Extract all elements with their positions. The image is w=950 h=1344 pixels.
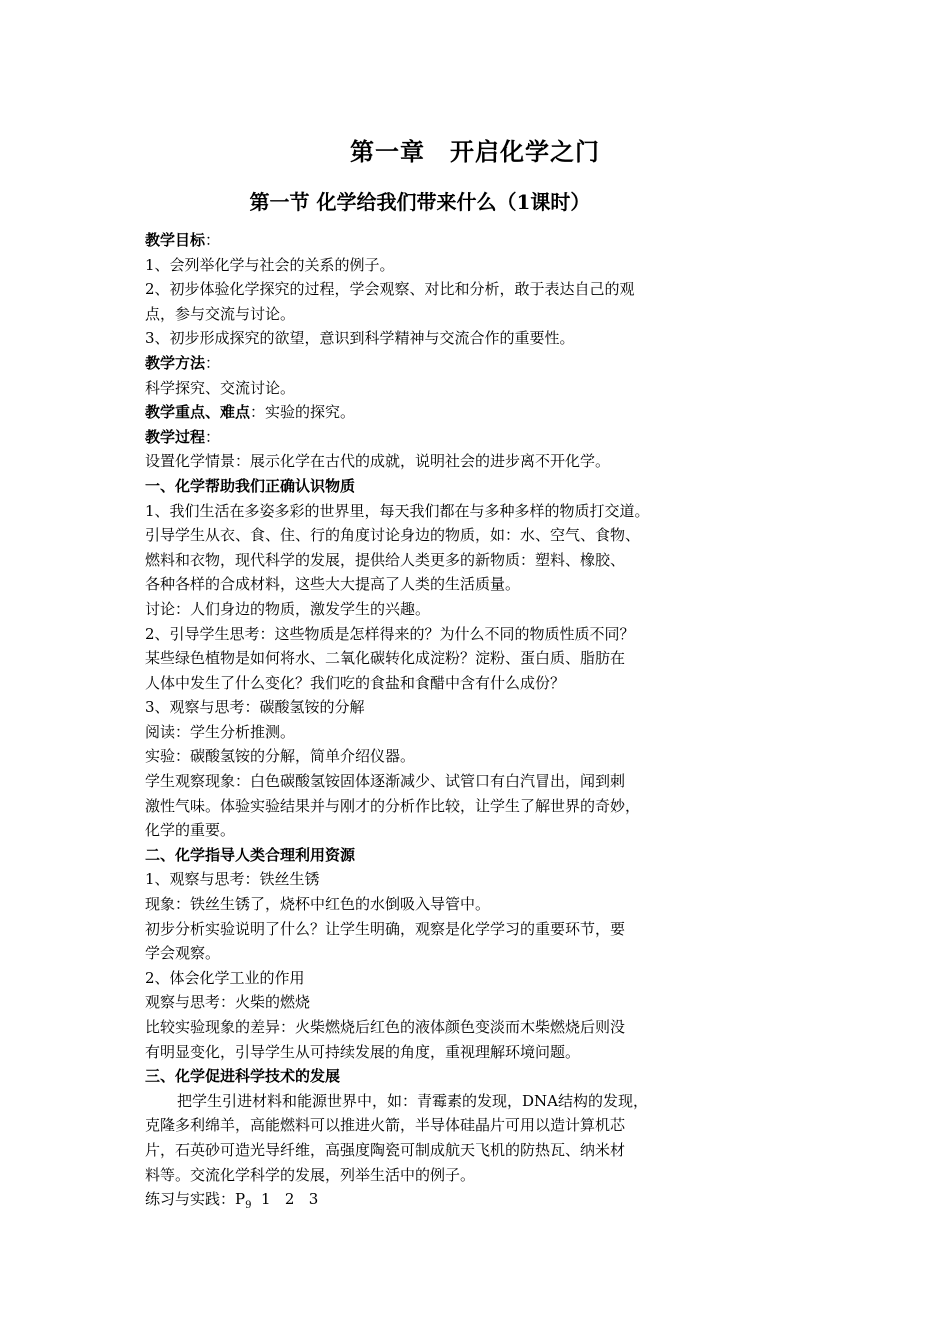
goal-line: 1、会列举化学与社会的关系的例子。 [145, 255, 395, 274]
part3-line: 料等。交流化学科学的发展，列举生活中的例子。 [145, 1165, 476, 1184]
part1-line: 引导学生从衣、食、住、行的角度讨论身边的物质，如：水、空气、食物、 [145, 526, 641, 545]
part2-line: 现象：铁丝生锈了，烧杯中红色的水倒吸入导管中。 [145, 895, 491, 914]
part1-line: 各种各样的合成材料，这些大大提高了人类的生活质量。 [145, 575, 521, 594]
part1-line: 2、引导学生思考：这些物质是怎样得来的？为什么不同的物质性质不同？ [145, 624, 635, 643]
part1-heading: 一、化学帮助我们正确认识物质 [145, 476, 356, 495]
key-points-line [145, 400, 715, 425]
part1-line: 3、观察与思考：碳酸氢铵的分解 [145, 698, 365, 717]
part3-line: 克隆多利绵羊，高能燃料可以推进火箭，半导体硅晶片可用以造计算机芯 [145, 1116, 626, 1135]
part1-line: 化学的重要。 [145, 821, 236, 840]
part2-line: 初步分析实验说明了什么？让学生明确，观察是化学学习的重要环节，要 [145, 919, 626, 938]
goals-heading-line [145, 228, 715, 253]
process-heading: 教学过程 [145, 427, 206, 446]
practice-line [145, 1187, 715, 1212]
practice-page-subscript: 9 [245, 1200, 252, 1212]
section-title: 第一节 化学给我们带来什么（1课时） [249, 190, 591, 214]
part1-line: 1、我们生活在多姿多彩的世界里，每天我们都在与多种多样的物质打交道。 [145, 501, 650, 520]
part1-line: 阅读：学生分析推测。 [145, 722, 296, 741]
chapter-title: 第一章 开启化学之门 [350, 137, 600, 166]
practice-label: 练习与实践：P [145, 1190, 246, 1209]
part1-line: 学生观察现象：白色碳酸氢铵固体逐渐减少、试管口有白汽冒出，闻到刺 [145, 772, 626, 791]
part2-line: 比较实验现象的差异：火柴燃烧后红色的液体颜色变淡而木柴燃烧后则没 [145, 1018, 626, 1036]
part2-line: 1、观察与思考：铁丝生锈 [145, 870, 320, 889]
part2-heading: 二、化学指导人类合理利用资源 [145, 845, 356, 864]
methods-colon: ： [205, 353, 221, 372]
part2-line: 学会观察。 [145, 944, 221, 963]
methods-text: 科学探究、交流讨论。 [145, 378, 296, 397]
methods-heading-line [145, 351, 715, 376]
methods-heading: 教学方法 [145, 353, 206, 372]
part1-line: 讨论：人们身边的物质，激发学生的兴趣。 [145, 599, 431, 618]
process-colon: ： [205, 427, 221, 446]
part2-line: 2、体会化学工业的作用 [145, 968, 305, 987]
part2-line: 有明显变化，引导学生从可持续发展的角度，重视理解环境问题。 [145, 1042, 581, 1061]
goals-heading: 教学目标 [145, 231, 206, 249]
goal-line: 点，参与交流与讨论。 [145, 304, 296, 323]
part2-line: 观察与思考：火柴的燃烧 [145, 993, 311, 1012]
key-points-heading: 教学重点、难点 [145, 403, 251, 422]
lesson-body [145, 228, 715, 1212]
process-heading-line [145, 425, 715, 450]
part1-line: 某些绿色植物是如何将水、二氧化碳转化成淀粉？淀粉、蛋白质、脂肪在 [145, 649, 626, 668]
process-intro: 设置化学情景：展示化学在古代的成就，说明社会的进步离不开化学。 [145, 452, 611, 471]
key-points-colon: ： [250, 403, 266, 422]
part3-heading: 三、化学促进科学技术的发展 [145, 1067, 341, 1086]
practice-items: 1 2 3 [251, 1190, 319, 1209]
key-points-text: 实验的探究。 [265, 403, 356, 422]
goal-line: 3、初步形成探究的欲望，意识到科学精神与交流合作的重要性。 [145, 329, 575, 348]
goal-line: 2、初步体验化学探究的过程，学会观察、对比和分析，敢于表达自己的观 [145, 280, 635, 299]
part3-line: 片，石英砂可造光导纤维，高强度陶瓷可制成航天飞机的防热瓦、纳米材 [145, 1140, 626, 1159]
part3-indented-line: 把学生引进材料和能源世界中，如：青霉素的发现，DNA结构的发现， [177, 1091, 648, 1110]
goals-colon: ： [205, 231, 221, 249]
part1-line: 燃料和衣物，现代科学的发展，提供给人类更多的新物质：塑料、橡胶、 [145, 550, 626, 569]
part1-line: 激性气味。体验实验结果并与刚才的分析作比较，让学生了解世界的奇妙， [145, 796, 641, 815]
part1-line: 人体中发生了什么变化？我们吃的食盐和食醋中含有什么成份？ [145, 673, 566, 692]
part1-line: 实验：碳酸氢铵的分解，简单介绍仪器。 [145, 747, 416, 766]
